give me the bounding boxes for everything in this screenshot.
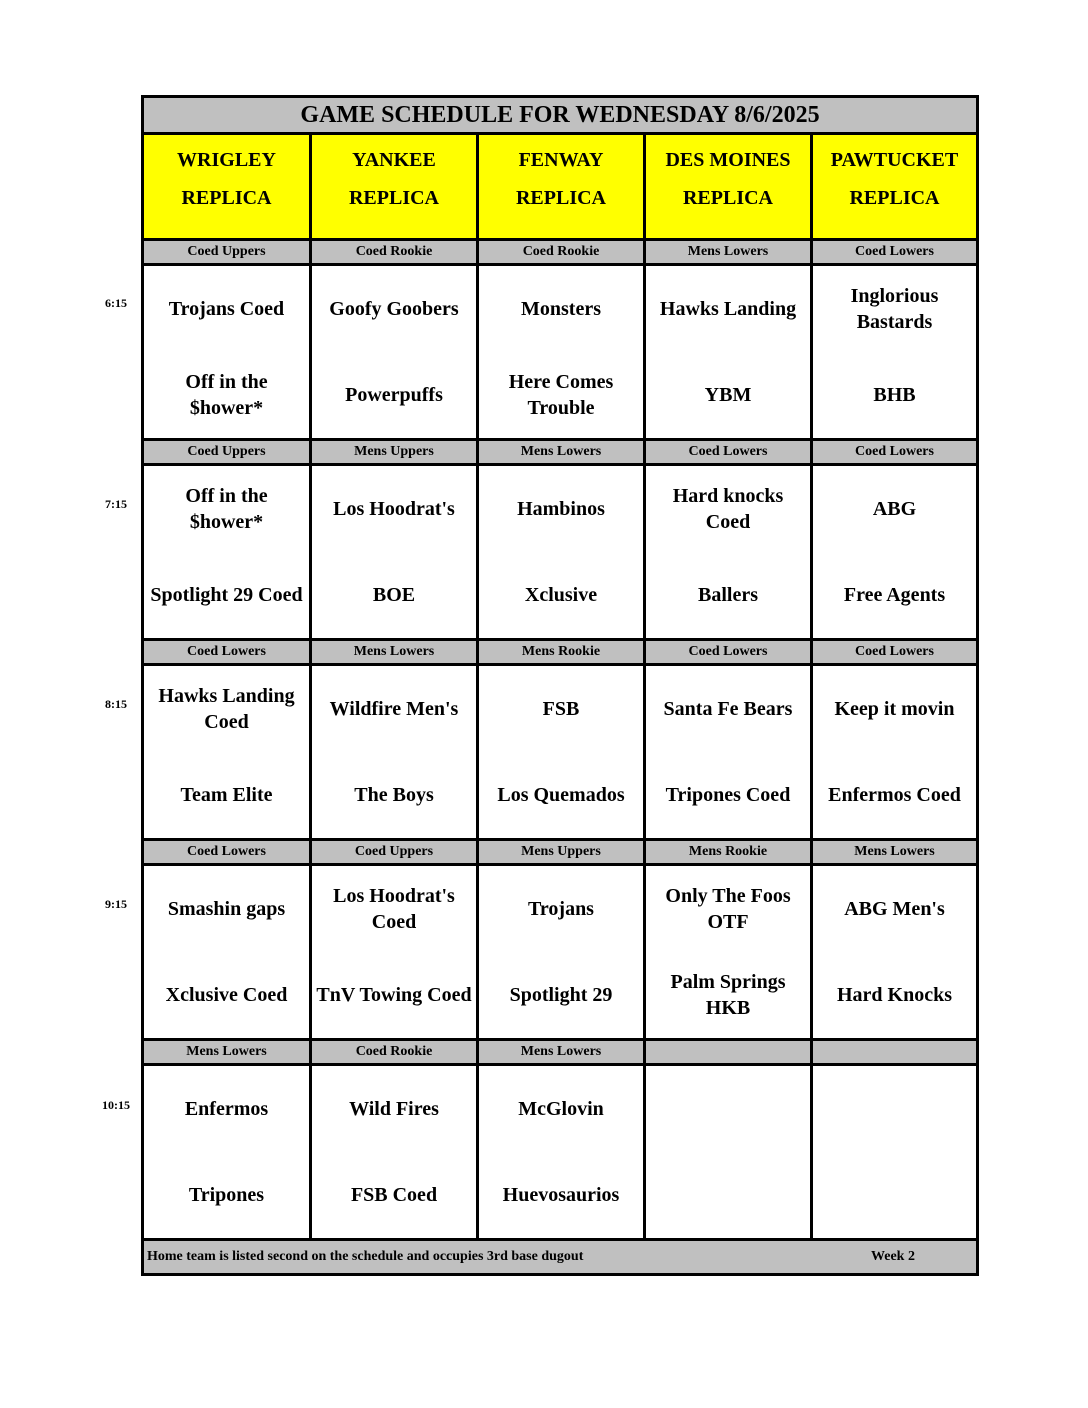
home-team: Xclusive Coed <box>165 984 288 1006</box>
division-label: Coed Lowers <box>646 441 813 463</box>
field-subtitle: REPLICA <box>849 187 940 209</box>
division-label: Mens Lowers <box>312 641 479 663</box>
division-label: Mens Uppers <box>479 841 646 863</box>
division-label: Mens Rookie <box>646 841 813 863</box>
division-label: Coed Lowers <box>813 641 976 663</box>
division-label: Coed Lowers <box>144 641 312 663</box>
away-team: Trojans <box>528 898 594 920</box>
division-row <box>144 441 976 466</box>
away-team: Los Hoodrat's Coed <box>333 885 455 933</box>
home-team: Ballers <box>698 584 758 606</box>
schedule-table <box>141 95 979 1276</box>
game-cell <box>646 1066 813 1238</box>
division-label: Coed Rookie <box>312 241 479 263</box>
home-team: YBM <box>704 384 752 406</box>
away-team: Monsters <box>521 298 601 320</box>
home-team: Off in the $hower* <box>185 371 268 419</box>
field-name: YANKEE <box>352 149 436 171</box>
schedule-title: GAME SCHEDULE FOR WEDNESDAY 8/6/2025 <box>144 98 976 135</box>
footer-note: Home team is listed second on the schedule and occupies 3rd base dugout <box>147 1249 584 1264</box>
time-label: 8:15 <box>105 697 127 711</box>
division-row <box>144 841 976 866</box>
game-cell <box>813 866 976 1038</box>
away-team: Smashin gaps <box>167 898 286 920</box>
home-team: BOE <box>372 584 416 606</box>
field-subtitle: REPLICA <box>181 187 272 209</box>
game-cell <box>813 666 976 838</box>
game-row <box>144 466 976 641</box>
away-team: ABG <box>872 498 917 520</box>
division-label: Mens Uppers <box>312 441 479 463</box>
home-team: Spotlight 29 Coed <box>150 584 303 606</box>
division-label: Coed Uppers <box>312 841 479 863</box>
game-row <box>144 1066 976 1241</box>
time-label: 6:15 <box>105 296 127 310</box>
away-team: Goofy Goobers <box>329 298 459 320</box>
home-team: The Boys <box>354 784 434 806</box>
time-label: 10:15 <box>102 1098 130 1112</box>
field-header <box>646 135 813 238</box>
game-cell <box>813 1066 976 1238</box>
away-team: Hard knocks Coed <box>672 485 784 533</box>
field-header <box>479 135 646 238</box>
division-label: Coed Lowers <box>813 441 976 463</box>
division-label: Coed Lowers <box>646 641 813 663</box>
game-cell <box>813 266 976 438</box>
away-team: ABG Men's <box>844 898 945 920</box>
away-team: Keep it movin <box>834 698 955 720</box>
home-team: Here Comes Trouble <box>508 371 614 419</box>
field-header-row <box>144 135 976 241</box>
home-team: FSB Coed <box>350 1184 438 1206</box>
away-team: Santa Fe Bears <box>663 698 793 720</box>
division-label: Mens Lowers <box>479 1041 646 1063</box>
division-label: Mens Lowers <box>144 1041 312 1063</box>
home-team: Enfermos Coed <box>828 784 961 806</box>
division-label: Coed Rookie <box>312 1041 479 1063</box>
time-label: 9:15 <box>105 897 127 911</box>
away-team: Los Hoodrat's <box>333 498 455 520</box>
home-team: Los Quemados <box>497 784 625 806</box>
division-label: Mens Lowers <box>479 441 646 463</box>
division-label <box>646 1041 813 1063</box>
home-team: Hard Knocks <box>836 984 953 1006</box>
home-team <box>646 1152 810 1238</box>
game-row <box>144 666 976 841</box>
division-label: Mens Rookie <box>479 641 646 663</box>
game-cell <box>144 466 312 638</box>
division-label: Coed Rookie <box>479 241 646 263</box>
footer <box>144 1241 976 1273</box>
away-team: Inglorious Bastards <box>850 285 939 333</box>
game-cell <box>646 266 813 438</box>
home-team: Spotlight 29 <box>509 984 613 1006</box>
field-name: WRIGLEY <box>177 149 276 171</box>
game-cell <box>646 466 813 638</box>
game-cell <box>144 666 312 838</box>
home-team: Team Elite <box>180 784 273 806</box>
game-row <box>144 266 976 441</box>
week-label: Week 2 <box>871 1249 915 1264</box>
game-cell <box>312 466 479 638</box>
away-team: Off in the $hower* <box>185 485 268 533</box>
game-row <box>144 866 976 1041</box>
game-cell <box>646 866 813 1038</box>
home-team: BHB <box>873 384 916 406</box>
home-team: Powerpuffs <box>345 384 443 406</box>
away-team: Wild Fires <box>349 1098 439 1120</box>
field-header <box>813 135 976 238</box>
division-label: Mens Lowers <box>646 241 813 263</box>
away-team: Hambinos <box>517 498 605 520</box>
home-team: Tripones Coed <box>665 784 791 806</box>
home-team: Xclusive <box>524 584 598 606</box>
game-cell <box>312 1066 479 1238</box>
game-cell <box>646 666 813 838</box>
away-team <box>813 1066 976 1152</box>
game-cell <box>312 866 479 1038</box>
division-label: Mens Lowers <box>813 841 976 863</box>
division-label <box>813 1041 976 1063</box>
field-subtitle: REPLICA <box>348 187 439 209</box>
game-cell <box>479 466 646 638</box>
field-subtitle: REPLICA <box>682 187 773 209</box>
home-team: Tripones <box>188 1184 265 1206</box>
game-cell <box>312 666 479 838</box>
away-team <box>646 1066 810 1152</box>
game-cell <box>479 1066 646 1238</box>
away-team: Enfermos <box>184 1098 269 1120</box>
home-team: TnV Towing Coed <box>316 984 472 1006</box>
division-label: Coed Uppers <box>144 241 312 263</box>
game-cell <box>479 866 646 1038</box>
game-cell <box>479 266 646 438</box>
game-cell <box>479 666 646 838</box>
field-header <box>312 135 479 238</box>
home-team: Palm Springs HKB <box>670 971 786 1019</box>
field-header <box>144 135 312 238</box>
field-name: FENWAY <box>518 149 604 171</box>
away-team: Hawks Landing Coed <box>158 685 295 733</box>
game-cell <box>813 466 976 638</box>
away-team: Hawks Landing <box>659 298 797 320</box>
game-cell <box>144 866 312 1038</box>
home-team: Huevosaurios <box>502 1184 620 1206</box>
field-subtitle: REPLICA <box>515 187 606 209</box>
home-team <box>813 1152 976 1238</box>
away-team: Only The Foos OTF <box>665 885 791 933</box>
division-row <box>144 1041 976 1066</box>
game-cell <box>312 266 479 438</box>
division-label: Coed Uppers <box>144 441 312 463</box>
away-team: McGlovin <box>518 1098 604 1120</box>
division-label: Coed Lowers <box>144 841 312 863</box>
division-row <box>144 641 976 666</box>
away-team: Trojans Coed <box>168 298 285 320</box>
away-team: FSB <box>542 698 580 720</box>
field-name: PAWTUCKET <box>830 149 959 171</box>
game-cell <box>144 1066 312 1238</box>
home-team: Free Agents <box>843 584 946 606</box>
field-name: DES MOINES <box>665 149 791 171</box>
time-label: 7:15 <box>105 497 127 511</box>
division-label: Coed Lowers <box>813 241 976 263</box>
away-team: Wildfire Men's <box>329 698 459 720</box>
game-cell <box>144 266 312 438</box>
division-row <box>144 241 976 266</box>
